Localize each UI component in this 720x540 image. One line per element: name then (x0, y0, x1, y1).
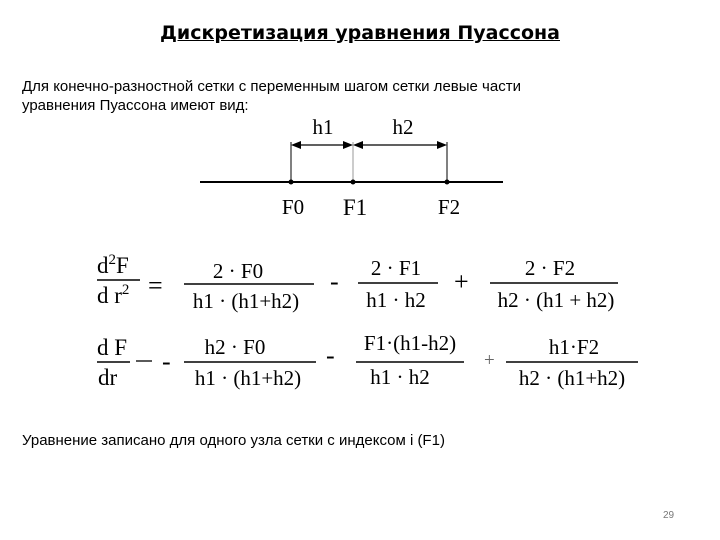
h2-arrow-right-head (437, 141, 447, 149)
slide-title: Дискретизация уравнения Пуассона (159, 22, 560, 44)
intro-text (22, 77, 682, 115)
first-term1-denominator: h1 · (h1+h2) (194, 366, 302, 390)
term3-denominator: h2 · (h1 + h2) (497, 288, 615, 312)
step-label-h2: h2 (392, 115, 414, 139)
step-label-h1: h1 (312, 115, 334, 139)
operator-plus: + (454, 267, 469, 296)
lhs-second-denominator: d $r^2$ (97, 282, 130, 308)
node-f0 (289, 180, 294, 185)
first-operator-plus: + (484, 350, 495, 371)
first-term3-numerator: h1·F2 (548, 335, 600, 359)
term1-numerator: 2 · F0 (212, 259, 264, 283)
intro-line-1: Для конечно-разностной сетки с переменным шагом сетки левые части (22, 78, 521, 95)
first-term2-denominator: h1 · h2 (370, 365, 430, 389)
first-operator-minus: - (326, 341, 335, 370)
term3-numerator: 2 · F2 (524, 256, 576, 280)
first-derivative-equation (97, 331, 638, 390)
grid-diagram (195, 112, 515, 222)
node-f2 (445, 180, 450, 185)
node-label-f1: F1 (342, 195, 368, 220)
lhs-second-numerator: $d^2F$ (97, 252, 129, 278)
term2-numerator: 2 · F1 (370, 256, 422, 280)
note-text: Уравнение записано для одного узла сетки с индексом i (F1) (22, 432, 445, 449)
lhs-first-numerator: d F (97, 335, 128, 360)
node-label-f2: F2 (437, 195, 461, 219)
first-term1-numerator: h2 · F0 (204, 335, 266, 359)
h1-arrow-right-head (343, 141, 353, 149)
term1-denominator: h1 · (h1+h2) (192, 289, 300, 313)
second-derivative-equation (97, 252, 618, 313)
first-term2-numerator: F1·(h1-h2) (363, 331, 457, 355)
page-number: 29 (663, 510, 675, 521)
node-label-f0: F0 (281, 195, 305, 219)
h1-arrow-left-head (291, 141, 301, 149)
h2-arrow-left-head (353, 141, 363, 149)
node-f1 (351, 180, 356, 185)
lhs-first-denominator: dr (98, 365, 118, 390)
equals-sign: = (148, 271, 163, 300)
first-term3-denominator: h2 · (h1+h2) (518, 366, 626, 390)
leading-minus: - (162, 347, 171, 376)
intro-line-2: уравнения Пуассона имеют вид: (22, 97, 249, 114)
term2-denominator: h1 · h2 (366, 288, 426, 312)
formulas (90, 250, 650, 400)
operator-minus: - (330, 267, 339, 296)
